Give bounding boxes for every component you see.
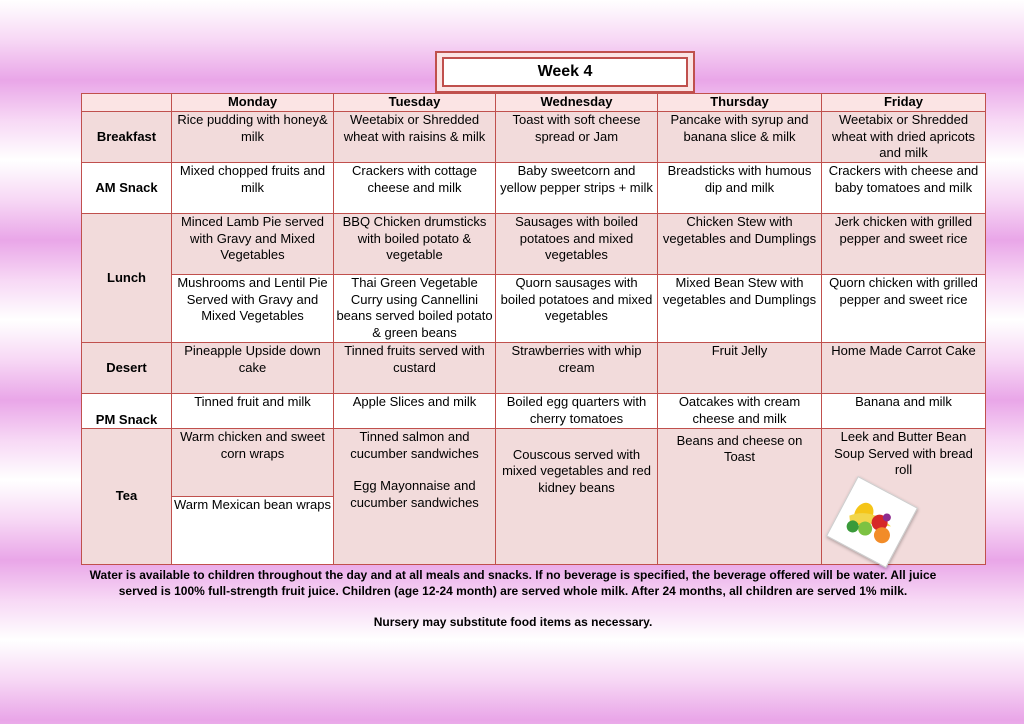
- breakfast-tuesday: Weetabix or Shredded wheat with raisins & milk: [334, 112, 496, 163]
- tea-monday: Warm chicken and sweet corn wraps: [172, 429, 334, 497]
- corner-cell: [82, 94, 172, 112]
- tea-wednesday: [496, 429, 658, 565]
- am-snack-wednesday: Baby sweetcorn and yellow pepper strips + milk: [496, 163, 658, 214]
- title-frame: [435, 51, 695, 93]
- lunch-alt-thursday: Mixed Bean Stew with vegetables and Dumplings: [658, 275, 822, 343]
- pm-snack-monday: Tinned fruit and milk: [172, 394, 334, 429]
- desert-friday: Home Made Carrot Cake: [822, 343, 986, 394]
- row-label-pm-snack: PM Snack: [82, 394, 172, 429]
- pm-snack-thursday: Oatcakes with cream cheese and milk: [658, 394, 822, 429]
- pm-snack-friday: Banana and milk: [822, 394, 986, 429]
- day-header-monday: Monday: [172, 94, 334, 112]
- tea-wednesday-text: Couscous served with mixed vegetables and red kidney beans: [502, 446, 651, 495]
- tea-friday-text: Leek and Butter Bean Soup Served with bread roll: [834, 429, 973, 477]
- desert-thursday: Fruit Jelly: [658, 343, 822, 394]
- desert-monday: Pineapple Upside down cake: [172, 343, 334, 394]
- desert-tuesday: Tinned fruits served with custard: [334, 343, 496, 394]
- row-label-desert: Desert: [82, 343, 172, 394]
- tea-alt-monday: Warm Mexican bean wraps: [172, 497, 334, 565]
- lunch-monday: Minced Lamb Pie served with Gravy and Mixed Vegetables: [172, 214, 334, 275]
- page-title: Week 4: [442, 57, 688, 87]
- row-label-tea: Tea: [82, 429, 172, 565]
- pm-snack-row: [82, 394, 986, 429]
- row-label-lunch: Lunch: [82, 214, 172, 343]
- breakfast-wednesday: Toast with soft cheese spread or Jam: [496, 112, 658, 163]
- footer-substitute: Nursery may substitute food items as necessary.: [373, 615, 653, 629]
- tea-thursday-text: Beans and cheese on Toast: [676, 432, 803, 464]
- day-header-friday: Friday: [822, 94, 986, 112]
- am-snack-row: [82, 163, 986, 214]
- lunch-tuesday: BBQ Chicken drumsticks with boiled potato & vegetable: [334, 214, 496, 275]
- am-snack-thursday: Breadsticks with humous dip and milk: [658, 163, 822, 214]
- row-label-breakfast: Breakfast: [82, 112, 172, 163]
- breakfast-friday: Weetabix or Shredded wheat with dried apricots and milk: [822, 112, 986, 163]
- tea-thursday: [658, 429, 822, 565]
- desert-wednesday: Strawberries with whip cream: [496, 343, 658, 394]
- lunch-alt-tuesday: Thai Green Vegetable Curry using Cannellini beans served boiled potato & green beans: [334, 275, 496, 343]
- lunch-alt-friday: Quorn chicken with grilled pepper and sweet rice: [822, 275, 986, 343]
- am-snack-friday: Crackers with cheese and baby tomatoes and milk: [822, 163, 986, 214]
- header-row: [82, 94, 986, 112]
- lunch-friday: Jerk chicken with grilled pepper and sweet rice: [822, 214, 986, 275]
- breakfast-row: [82, 112, 986, 163]
- tea-tuesday: [334, 429, 496, 565]
- day-header-wednesday: Wednesday: [496, 94, 658, 112]
- tea-row: [82, 429, 986, 497]
- tea-tuesday-alt: Egg Mayonnaise and cucumber sandwiches: [350, 478, 479, 510]
- lunch-thursday: Chicken Stew with vegetables and Dumplings: [658, 214, 822, 275]
- lunch-alt-row: [82, 275, 986, 343]
- am-snack-monday: Mixed chopped fruits and milk: [172, 163, 334, 214]
- pm-snack-wednesday: Boiled egg quarters with cherry tomatoes: [496, 394, 658, 429]
- day-header-tuesday: Tuesday: [334, 94, 496, 112]
- breakfast-monday: Rice pudding with honey& milk: [172, 112, 334, 163]
- lunch-row: [82, 214, 986, 275]
- tea-tuesday-main: Tinned salmon and cucumber sandwiches: [350, 429, 479, 461]
- lunch-alt-monday: Mushrooms and Lentil Pie Served with Gravy and Mixed Vegetables: [172, 275, 334, 343]
- lunch-wednesday: Sausages with boiled potatoes and mixed vegetables: [496, 214, 658, 275]
- breakfast-thursday: Pancake with syrup and banana slice & milk: [658, 112, 822, 163]
- lunch-alt-wednesday: Quorn sausages with boiled potatoes and mixed vegetables: [496, 275, 658, 343]
- desert-row: [82, 343, 986, 394]
- am-snack-tuesday: Crackers with cottage cheese and milk: [334, 163, 496, 214]
- footer: [82, 568, 944, 631]
- pm-snack-tuesday: Apple Slices and milk: [334, 394, 496, 429]
- row-label-am-snack: AM Snack: [82, 163, 172, 214]
- day-header-thursday: Thursday: [658, 94, 822, 112]
- footer-note: Water is available to children throughout the day and at all meals and snacks. If no beverage is specified, the beverage offered will be water. All juice served is 100% full-strength fruit juice. Children (age 12-24 month) are served whole milk. After 24 months, all children are served 1% milk.: [89, 568, 937, 598]
